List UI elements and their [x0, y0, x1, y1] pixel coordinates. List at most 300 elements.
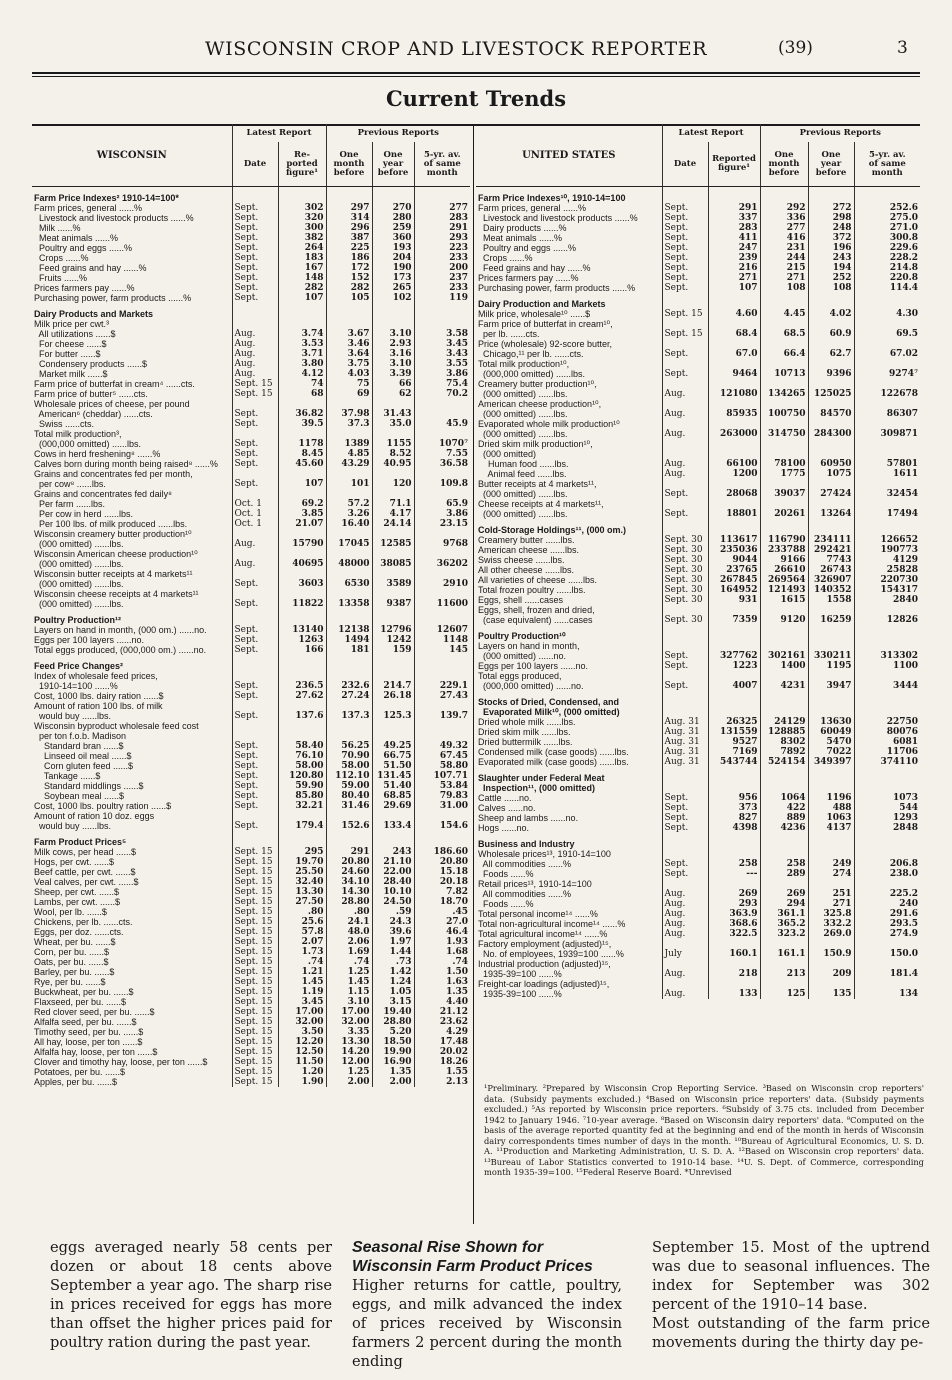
table-row: [476, 939, 920, 949]
table-row: [32, 459, 470, 469]
reported-value: 32.21: [278, 801, 326, 811]
month-before-value: 48.0: [326, 927, 372, 937]
year-before-value: 196: [808, 243, 854, 253]
year-before-value: [372, 549, 414, 559]
reported-value: [278, 731, 326, 741]
row-label: (000 omitted) ......lbs.: [478, 409, 568, 419]
row-date: Aug.: [232, 539, 278, 549]
five-yr-avg-value: [854, 691, 920, 707]
year-before-value: 259: [372, 223, 414, 233]
row-label: Animal feed ......lbs.: [478, 469, 567, 479]
month-before-value: 100750: [760, 409, 808, 419]
table-row: [32, 645, 470, 655]
year-before-value: 22.00: [372, 867, 414, 877]
table-row: [476, 909, 920, 919]
reported-value: 121080: [708, 389, 760, 399]
month-before-value: 9166: [760, 555, 808, 565]
row-label: Meat animals ......%: [34, 233, 119, 243]
reported-value: [708, 641, 760, 651]
year-before-value: 234111: [808, 535, 854, 545]
reported-value: 45.60: [278, 459, 326, 469]
year-before-value: 49.25: [372, 741, 414, 751]
five-yr-avg-value: 190773: [854, 545, 920, 555]
row-date: Aug.: [662, 929, 708, 939]
reported-value: 58.00: [278, 761, 326, 771]
month-before-value: 14.20: [326, 1047, 372, 1057]
row-label: (000 omitted) ......lbs.: [34, 579, 124, 589]
month-before-value: 365.2: [760, 919, 808, 929]
table-row: [476, 979, 920, 989]
year-before-value: 60950: [808, 459, 854, 469]
table-row: [476, 509, 920, 519]
row-date: [232, 529, 278, 539]
month-before-value: [760, 519, 808, 535]
row-label: per lb. ......cts.: [478, 329, 540, 339]
year-before-value: 252: [808, 273, 854, 283]
year-before-value: [808, 187, 854, 204]
five-yr-avg-value: [854, 641, 920, 651]
five-yr-avg-value: 1611: [854, 469, 920, 479]
month-before-value: 1.45: [326, 977, 372, 987]
row-label: Milk ......%: [34, 223, 81, 233]
table-row: [32, 439, 470, 449]
body-col-1: eggs averaged nearly 58 cents per dozen or about 18 cents above September a year ago. The sharp rise in prices received for eggs has more than offset the higher prices paid for poultry ration during the past year.: [50, 1239, 332, 1351]
row-label: Poultry Production¹²: [34, 615, 121, 625]
table-row: [32, 469, 470, 479]
table-row: [32, 559, 470, 569]
month-before-value: 269564: [760, 575, 808, 585]
reported-value: 382: [278, 233, 326, 243]
five-yr-avg-value: 150.0: [854, 949, 920, 959]
reported-value: [708, 939, 760, 949]
year-before-value: 243: [808, 253, 854, 263]
year-before-value: 249: [808, 859, 854, 869]
row-label: Livestock and livestock products ......%: [478, 213, 638, 223]
row-date: Sept.: [232, 791, 278, 801]
reported-value: 1.73: [278, 947, 326, 957]
reported-value: 271: [708, 273, 760, 283]
row-label: Grains and concentrates fed daily⁸: [34, 489, 172, 499]
month-before-value: 9120: [760, 615, 808, 625]
five-yr-avg-value: 20.80: [414, 857, 470, 867]
reported-value: [708, 879, 760, 889]
five-yr-avg-value: 1.63: [414, 977, 470, 987]
month-before-value: 314: [326, 213, 372, 223]
five-yr-avg-value: 80076: [854, 727, 920, 737]
five-yr-avg-col-header: 5-yr. av. of same month: [854, 142, 920, 187]
reported-value: 19.70: [278, 857, 326, 867]
month-before-value: 269: [760, 889, 808, 899]
five-yr-avg-value: 134: [854, 989, 920, 999]
row-date: Sept.: [662, 243, 708, 253]
page-number: 3: [897, 38, 908, 58]
year-before-value: 66: [372, 379, 414, 389]
five-yr-avg-value: 20.02: [414, 1047, 470, 1057]
reported-value: [708, 959, 760, 969]
reported-value: 85935: [708, 409, 760, 419]
table-row: [32, 917, 470, 927]
row-label: Total personal income¹⁴ ......%: [478, 909, 598, 919]
row-date: [232, 589, 278, 599]
month-before-value: 172: [326, 263, 372, 273]
reported-value: [708, 187, 760, 204]
reported-value: 25.6: [278, 917, 326, 927]
reported-value: [708, 293, 760, 309]
table-row: [476, 615, 920, 625]
five-yr-avg-value: 45.9: [414, 419, 470, 429]
row-date: Sept.: [232, 263, 278, 273]
year-before-value: [372, 589, 414, 599]
row-date: Aug.: [662, 969, 708, 979]
reported-value: 59.90: [278, 781, 326, 791]
row-date: [232, 721, 278, 731]
row-date: Sept.: [232, 635, 278, 645]
row-label: per cow⁸ ......lbs.: [34, 479, 106, 489]
date-col-header: Date: [662, 142, 708, 187]
row-label: Eggs per 100 layers ......no.: [478, 661, 589, 671]
row-date: Sept.: [662, 489, 708, 499]
five-yr-avg-value: 114.4: [854, 283, 920, 293]
five-yr-avg-value: [414, 399, 470, 409]
five-yr-avg-value: 23.62: [414, 1017, 470, 1027]
year-before-value: [808, 359, 854, 369]
five-yr-avg-value: [854, 707, 920, 717]
reported-value: [278, 187, 326, 204]
year-before-value: [372, 671, 414, 681]
row-date: [662, 187, 708, 204]
table-row: [32, 243, 470, 253]
year-before-value: 284300: [808, 429, 854, 439]
row-date: [232, 319, 278, 329]
year-before-value: 12585: [372, 539, 414, 549]
five-yr-avg-value: 17.48: [414, 1037, 470, 1047]
month-before-value: 4.03: [326, 369, 372, 379]
reported-value: [708, 449, 760, 459]
row-date: Sept. 15: [232, 867, 278, 877]
row-date: Aug.: [662, 469, 708, 479]
row-label: Buckwheat, per bu. ......$: [34, 987, 134, 997]
reported-value: [708, 671, 760, 681]
year-before-value: 10.10: [372, 887, 414, 897]
row-label: Meat animals ......%: [478, 233, 563, 243]
table-row: [476, 813, 920, 823]
reported-value: 11822: [278, 599, 326, 609]
row-label: American cheese ......lbs.: [478, 545, 580, 555]
reported-value: [708, 833, 760, 849]
month-before-value: 2.06: [326, 937, 372, 947]
latest-report-header: Latest Report: [232, 124, 326, 142]
row-date: Sept.: [232, 771, 278, 781]
row-date: Sept. 15: [232, 927, 278, 937]
row-date: Sept.: [662, 273, 708, 283]
table-row: [476, 949, 920, 959]
month-before-value: 8302: [760, 737, 808, 747]
month-before-value: [760, 707, 808, 717]
five-yr-avg-value: [414, 529, 470, 539]
year-before-value: [808, 783, 854, 793]
row-date: Sept.: [232, 253, 278, 263]
row-date: Aug. 31: [662, 737, 708, 747]
year-before-value: [808, 979, 854, 989]
row-label: Industrial production (adjusted)¹⁵,: [478, 959, 611, 969]
table-row: [32, 489, 470, 499]
row-label: Cost, 1000 lbs. dairy ration ......$: [34, 691, 164, 701]
five-yr-avg-value: 17494: [854, 509, 920, 519]
five-yr-avg-value: 49.32: [414, 741, 470, 751]
row-date: [232, 429, 278, 439]
five-yr-avg-value: 544: [854, 803, 920, 813]
year-before-value: 135: [808, 989, 854, 999]
row-label: Dairy products ......%: [478, 223, 567, 233]
table-row: [476, 681, 920, 691]
month-before-value: 6530: [326, 579, 372, 589]
table-row: [476, 661, 920, 671]
year-before-value: 27424: [808, 489, 854, 499]
row-date: [662, 293, 708, 309]
five-yr-avg-value: 23.15: [414, 519, 470, 529]
five-yr-avg-value: 57801: [854, 459, 920, 469]
row-date: July: [662, 949, 708, 959]
year-before-value: [808, 379, 854, 389]
month-before-value: [760, 379, 808, 389]
row-date: Sept.: [232, 751, 278, 761]
row-label: Lambs, per cwt. ......$: [34, 897, 121, 907]
row-label: Total agricultural income¹⁴ ......%: [478, 929, 608, 939]
table-row: [476, 565, 920, 575]
five-yr-avg-value: 220.8: [854, 273, 920, 283]
year-before-value: 1.24: [372, 977, 414, 987]
month-before-value: 69: [326, 389, 372, 399]
year-before-value: 16.90: [372, 1057, 414, 1067]
table-row: [32, 359, 470, 369]
table-row: [476, 309, 920, 319]
row-date: Sept. 15: [232, 389, 278, 399]
year-before-value: 194: [808, 263, 854, 273]
table-row: [32, 213, 470, 223]
row-label: Total non-agricultural income¹⁴ ......%: [478, 919, 626, 929]
row-label: Potatoes, per bu. ......$: [34, 1067, 126, 1077]
year-before-col-header: One year before: [372, 142, 414, 187]
table-row: [476, 585, 920, 595]
row-label: Poultry and eggs ......%: [34, 243, 133, 253]
table-row: [32, 731, 470, 741]
row-date: Sept. 15: [232, 957, 278, 967]
row-date: Sept. 15: [232, 847, 278, 857]
reported-value: 956: [708, 793, 760, 803]
row-date: [232, 469, 278, 479]
month-before-value: 4.45: [760, 309, 808, 319]
row-label: (000 omitted) ......lbs.: [478, 429, 568, 439]
five-yr-avg-col-header: 5-yr. av. of same month: [414, 142, 470, 187]
reported-value: 113617: [708, 535, 760, 545]
row-label: Feed grains and hay ......%: [34, 263, 147, 273]
table-row: [32, 977, 470, 987]
year-before-value: [372, 731, 414, 741]
row-date: Sept.: [662, 803, 708, 813]
month-before-value: 39037: [760, 489, 808, 499]
five-yr-avg-value: 75.4: [414, 379, 470, 389]
month-before-value: [326, 429, 372, 439]
month-before-value: [760, 767, 808, 783]
row-date: Sept. 30: [662, 595, 708, 605]
reported-value: 58.40: [278, 741, 326, 751]
year-before-value: 131.45: [372, 771, 414, 781]
five-yr-avg-value: [854, 399, 920, 409]
reported-value: 11.50: [278, 1057, 326, 1067]
reported-value: 9044: [708, 555, 760, 565]
row-label: All commodities ......%: [478, 859, 572, 869]
row-label: Milk price per cwt.³: [34, 319, 110, 329]
reported-value: [278, 609, 326, 625]
year-before-value: 26743: [808, 565, 854, 575]
row-label: Poultry and eggs ......%: [478, 243, 577, 253]
five-yr-avg-value: 25828: [854, 565, 920, 575]
table-row: [476, 929, 920, 939]
row-label: Dairy Production and Markets: [478, 299, 606, 309]
year-before-value: 270: [372, 203, 414, 213]
five-yr-avg-value: [414, 811, 470, 821]
month-before-value: 3.10: [326, 997, 372, 1007]
reported-value: 74: [278, 379, 326, 389]
reported-value: 107: [278, 479, 326, 489]
month-before-value: 314750: [760, 429, 808, 439]
reported-value: 269: [708, 889, 760, 899]
reported-value: 322.5: [708, 929, 760, 939]
year-before-value: 488: [808, 803, 854, 813]
row-date: Aug.: [232, 339, 278, 349]
row-date: Sept.: [662, 203, 708, 213]
five-yr-avg-value: 154317: [854, 585, 920, 595]
table-row: [476, 243, 920, 253]
row-date: Sept.: [662, 349, 708, 359]
table-row: [32, 369, 470, 379]
row-date: [232, 399, 278, 409]
table-row: [476, 727, 920, 737]
row-label: Barley, per bu. ......$: [34, 967, 115, 977]
row-date: Sept.: [662, 813, 708, 823]
section-heading-row: [32, 831, 470, 847]
month-before-value: 24129: [760, 717, 808, 727]
five-yr-avg-value: 200: [414, 263, 470, 273]
year-before-value: 4137: [808, 823, 854, 833]
reported-value: 7359: [708, 615, 760, 625]
reported-value: 40695: [278, 559, 326, 569]
reported-value: 295: [278, 847, 326, 857]
table-row: [32, 449, 470, 459]
month-before-value: 422: [760, 803, 808, 813]
table-row: [32, 253, 470, 263]
reported-value: 291: [708, 203, 760, 213]
five-yr-avg-value: 36.58: [414, 459, 470, 469]
year-before-value: 108: [808, 283, 854, 293]
year-before-value: 1063: [808, 813, 854, 823]
section-heading-row: [476, 707, 920, 717]
row-label: Factory employment (adjusted)¹⁵,: [478, 939, 612, 949]
reported-value: 236.5: [278, 681, 326, 691]
table-row: [476, 263, 920, 273]
table-row: [32, 599, 470, 609]
us-grid: [476, 124, 920, 999]
five-yr-avg-value: 1070⁷: [414, 439, 470, 449]
row-label: Amount of ration 100 lbs. of milk: [34, 701, 163, 711]
row-label: Alfalfa seed, per bu. ......$: [34, 1017, 137, 1027]
reported-value: 3.53: [278, 339, 326, 349]
five-yr-avg-value: 27.43: [414, 691, 470, 701]
row-date: Aug.: [662, 919, 708, 929]
reported-value: 25.50: [278, 867, 326, 877]
row-date: Sept.: [662, 263, 708, 273]
table-row: [32, 589, 470, 599]
row-date: Sept. 30: [662, 555, 708, 565]
year-before-value: 9387: [372, 599, 414, 609]
reported-value: 21.07: [278, 519, 326, 529]
table-row: [32, 751, 470, 761]
five-yr-avg-value: [854, 767, 920, 783]
year-before-value: 271: [808, 899, 854, 909]
reported-value: 167: [278, 263, 326, 273]
row-label: Crops ......%: [478, 253, 533, 263]
year-before-value: 150.9: [808, 949, 854, 959]
row-label: Alfalfa hay, loose, per ton ......$: [34, 1047, 158, 1057]
reported-value: [708, 439, 760, 449]
row-date: [232, 609, 278, 625]
reported-value: 258: [708, 859, 760, 869]
row-label: Prices farmers pay ......%: [478, 273, 579, 283]
table-row: [32, 479, 470, 489]
table-row: [32, 907, 470, 917]
reported-value: [708, 339, 760, 349]
month-before-value: [760, 783, 808, 793]
row-label: Flaxseed, per bu. ......$: [34, 997, 127, 1007]
five-yr-avg-value: 3.45: [414, 339, 470, 349]
page-header: [0, 38, 952, 66]
year-before-value: 13630: [808, 717, 854, 727]
five-yr-avg-value: [854, 379, 920, 389]
row-date: [662, 879, 708, 889]
row-date: Sept. 15: [232, 967, 278, 977]
month-before-value: [760, 339, 808, 349]
five-yr-avg-value: [854, 187, 920, 204]
month-before-value: 68.5: [760, 329, 808, 339]
month-before-value: 26610: [760, 565, 808, 575]
reported-value: 4398: [708, 823, 760, 833]
row-date: Sept. 15: [232, 897, 278, 907]
reported-value: 247: [708, 243, 760, 253]
table-row: [476, 273, 920, 283]
month-before-value: [326, 811, 372, 821]
row-date: [662, 605, 708, 615]
year-before-value: 251: [808, 889, 854, 899]
row-label: American cheese production¹⁰,: [478, 399, 602, 409]
five-yr-avg-value: [854, 939, 920, 949]
row-date: Sept. 15: [232, 997, 278, 1007]
month-before-value: [760, 979, 808, 989]
row-date: Sept.: [232, 223, 278, 233]
row-label: All commodities ......%: [478, 889, 572, 899]
row-date: Sept.: [232, 801, 278, 811]
month-before-value: 186: [326, 253, 372, 263]
five-yr-avg-value: 79.83: [414, 791, 470, 801]
reported-value: 931: [708, 595, 760, 605]
month-before-value: 524154: [760, 757, 808, 767]
year-before-col-header: One year before: [808, 142, 854, 187]
five-yr-avg-value: 3.58: [414, 329, 470, 339]
table-row: [32, 997, 470, 1007]
row-label: All hay, loose, per ton ......$: [34, 1037, 143, 1047]
row-date: Sept. 15: [662, 329, 708, 339]
month-before-value: 128885: [760, 727, 808, 737]
row-label: Cost, 1000 lbs. poultry ration ......$: [34, 801, 172, 811]
